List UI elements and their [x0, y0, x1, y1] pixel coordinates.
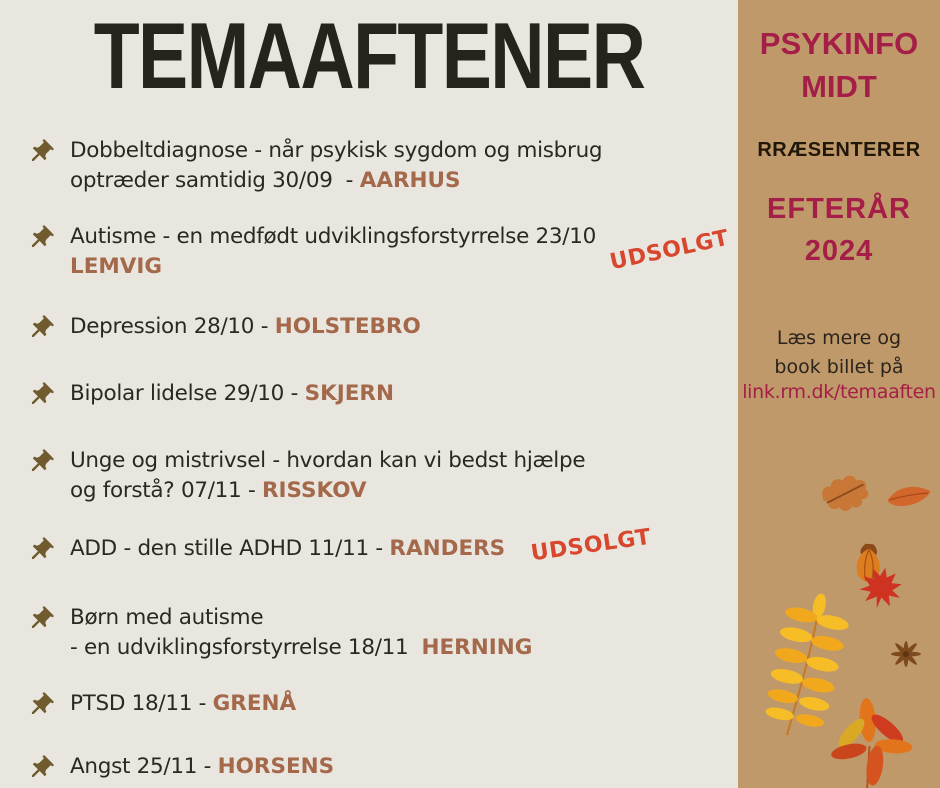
creeper-leaf-icon — [822, 681, 915, 788]
season-label: EFTERÅR 2024 — [767, 193, 911, 268]
presents-label: RRÆSENTERER — [757, 139, 921, 161]
event-city: HOLSTEBRO — [274, 314, 421, 339]
booking-link[interactable]: link.rm.dk/temaaften — [742, 381, 936, 403]
maple-leaf-icon — [852, 560, 910, 615]
event-bipolar — [26, 379, 734, 414]
event-autisme — [26, 222, 734, 282]
event-title-cont: optræder samtidig 30/09 - — [70, 168, 360, 193]
event-title: Angst 25/11 - — [70, 754, 218, 779]
soldout-badge: UDSOLGT — [529, 524, 653, 567]
pushpin-icon — [26, 752, 70, 787]
event-depression — [26, 312, 734, 347]
event-title-cont: - en udviklingsforstyrrelse 18/11 — [70, 635, 422, 660]
sidebar — [738, 0, 940, 788]
event-city: GRENÅ — [212, 691, 297, 716]
event-title-cont: og forstå? 07/11 - — [70, 478, 262, 503]
small-leaf-icon — [884, 478, 933, 515]
event-title: Autisme - en medfødt udviklingsforstyrrelse 23/10 — [70, 224, 596, 249]
booking-info-text: Læs mere og book billet på — [774, 327, 904, 378]
event-city: LEMVIG — [70, 254, 163, 279]
pushpin-icon — [26, 534, 70, 569]
pushpin-icon — [26, 379, 70, 414]
event-city: RISSKOV — [261, 478, 367, 503]
events-list — [26, 136, 734, 787]
pushpin-icon — [26, 446, 70, 481]
event-title: Depression 28/10 - — [70, 314, 275, 339]
event-title: ADD - den stille ADHD 11/11 - — [70, 536, 390, 561]
soldout-badge: UDSOLGT — [607, 225, 732, 276]
pushpin-icon — [26, 222, 70, 257]
star-anise-icon — [888, 638, 924, 670]
event-angst — [26, 752, 734, 787]
pushpin-icon — [26, 603, 70, 638]
event-city: RANDERS — [389, 536, 506, 561]
event-dobbeltdiagnose — [26, 136, 734, 196]
pushpin-icon — [26, 136, 70, 171]
event-city: HERNING — [421, 635, 533, 660]
event-title: Unge og mistrivsel - hvordan kan vi bedst hjælpe — [70, 448, 586, 473]
event-ptsd — [26, 689, 734, 724]
event-city: SKJERN — [304, 381, 394, 406]
brand-name: PSYKINFO MIDT — [759, 26, 919, 105]
pushpin-icon — [26, 312, 70, 347]
pushpin-icon — [26, 689, 70, 724]
event-unge-mistrivsel — [26, 446, 734, 506]
event-title: Bipolar lidelse 29/10 - — [70, 381, 305, 406]
page-title: TEMAAFTENER — [93, 3, 645, 108]
event-title: Dobbeltdiagnose - når psykisk sygdom og misbrug — [70, 138, 603, 163]
oak-leaf-icon — [815, 463, 874, 520]
event-city: AARHUS — [359, 168, 461, 193]
event-city: HORSENS — [217, 754, 335, 779]
event-title: PTSD 18/11 - — [70, 691, 213, 716]
event-boern-autisme — [26, 603, 734, 663]
event-title: Børn med autisme — [70, 605, 264, 630]
event-add — [26, 524, 734, 569]
